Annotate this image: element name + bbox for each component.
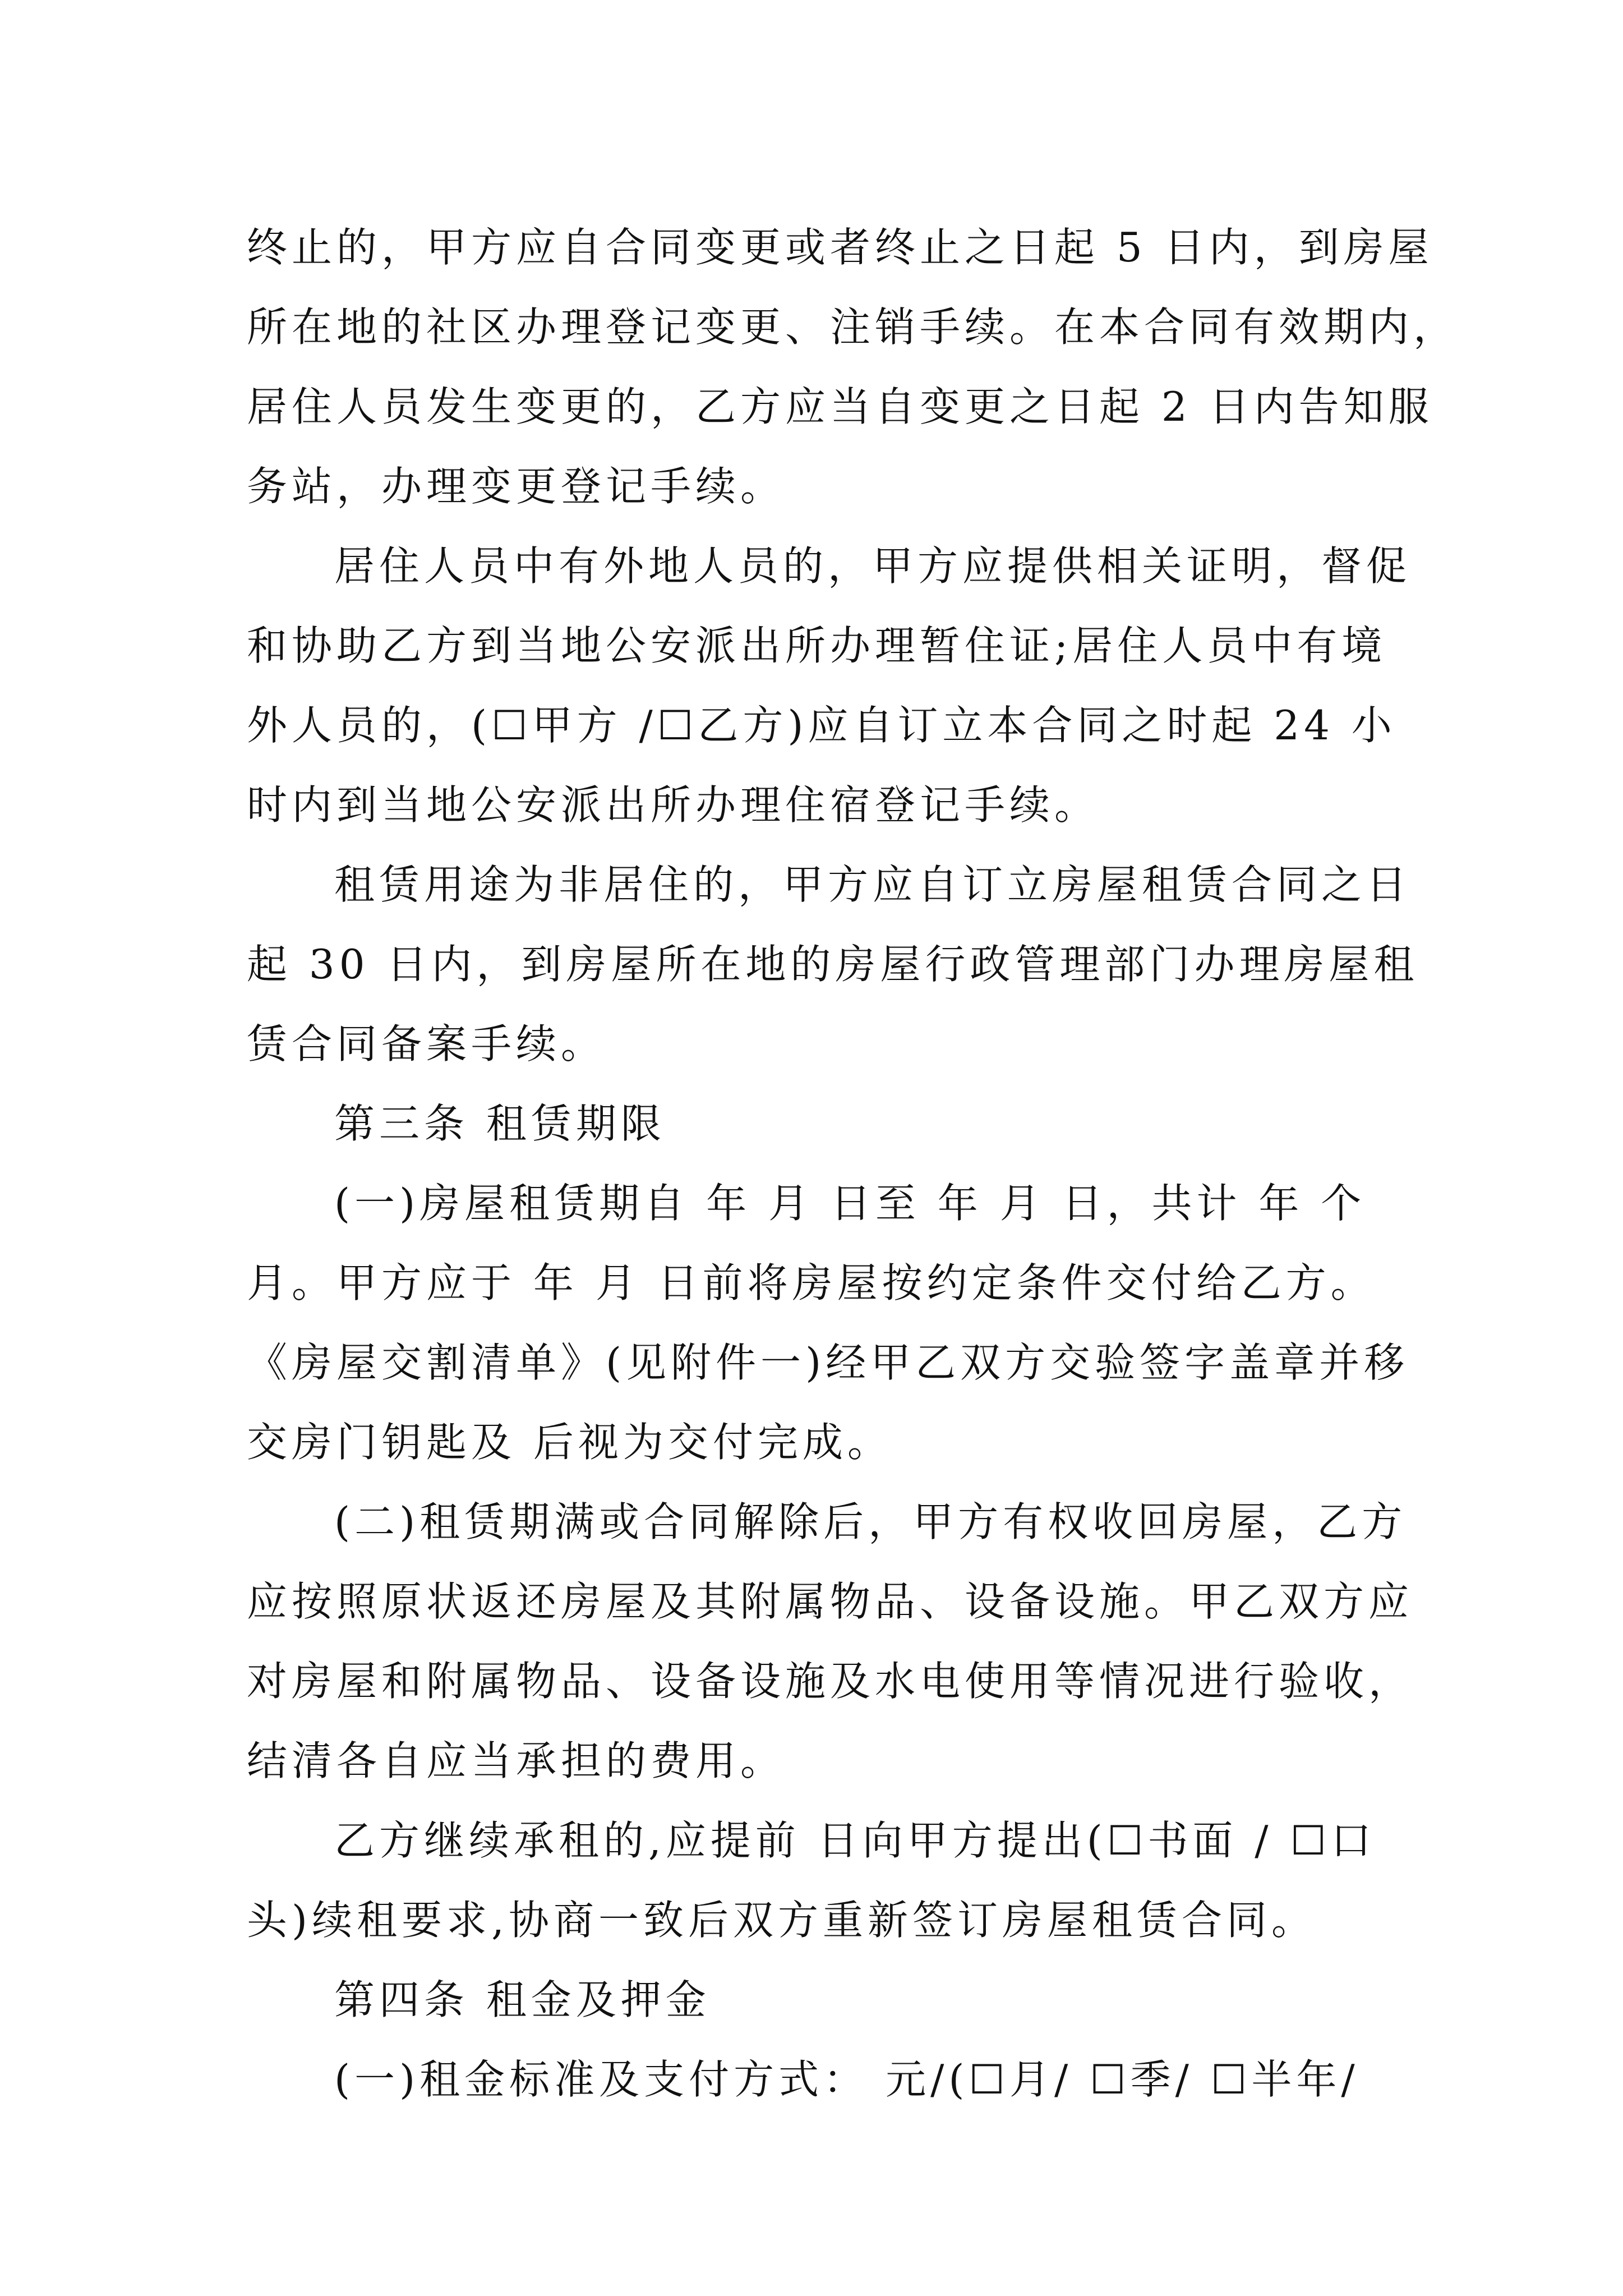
paragraph-first-line: 乙方继续承租的,应提前 日向甲方提出(☐书面 / ☐口 (334, 1817, 1376, 1864)
text-line: 结清各自应当承担的费用。 (247, 1737, 786, 1784)
text-line: 月。甲方应于 年 月 日前将房屋按约定条件交付给乙方。 (247, 1259, 1376, 1306)
paragraph-first-line: (一)房屋租赁期自 年 月 日至 年 月 日，共计 年 个 (334, 1180, 1366, 1227)
text-line: 务站，办理变更登记手续。 (247, 463, 786, 510)
text-line: 《房屋交割清单》(见附件一)经甲乙双方交验签字盖章并移 (247, 1339, 1409, 1386)
text-line: 起 30 日内，到房屋所在地的房屋行政管理部门办理房屋租 (247, 941, 1419, 988)
text-line: 对房屋和附属物品、设备设施及水电使用等情况进行验收， (247, 1658, 1414, 1705)
paragraph-first-line: 租赁用途为非居住的，甲方应自订立房屋租赁合同之日 (334, 861, 1412, 908)
text-line: 头)续租要求,协商一致后双方重新签订房屋租赁合同。 (247, 1897, 1316, 1944)
text-line: 赁合同备案手续。 (247, 1020, 606, 1068)
article-heading: 第四条 租金及押金 (334, 1976, 711, 2023)
text-line: 时内到当地公安派出所办理住宿登记手续。 (247, 781, 1100, 829)
paragraph-first-line: (二)租赁期满或合同解除后，甲方有权收回房屋，乙方 (334, 1498, 1407, 1545)
text-line: 应按照原状返还房屋及其附属物品、设备设施。甲乙双方应 (247, 1578, 1414, 1625)
paragraph-first-line: (一)租金标准及支付方式： 元/(☐月/ ☐季/ ☐半年/ (334, 2056, 1359, 2103)
contract-body-text (247, 208, 1459, 2119)
article-heading: 第三条 租赁期限 (334, 1100, 666, 1147)
paragraph-first-line: 居住人员中有外地人员的，甲方应提供相关证明，督促 (334, 542, 1412, 590)
text-line: 和协助乙方到当地公安派出所办理暂住证;居住人员中有境 (247, 622, 1387, 669)
text-line: 居住人员发生变更的，乙方应当自变更之日起 2 日内告知服 (247, 383, 1433, 430)
text-line: 外人员的，(☐甲方 /☐乙方)应自订立本合同之时起 24 小 (247, 702, 1396, 749)
text-line: 所在地的社区办理登记变更、注销手续。在本合同有效期内， (247, 303, 1459, 351)
text-line: 交房门钥匙及 后视为交付完成。 (247, 1419, 892, 1466)
text-line: 终止的，甲方应自合同变更或者终止之日起 5 日内，到房屋 (247, 224, 1433, 271)
